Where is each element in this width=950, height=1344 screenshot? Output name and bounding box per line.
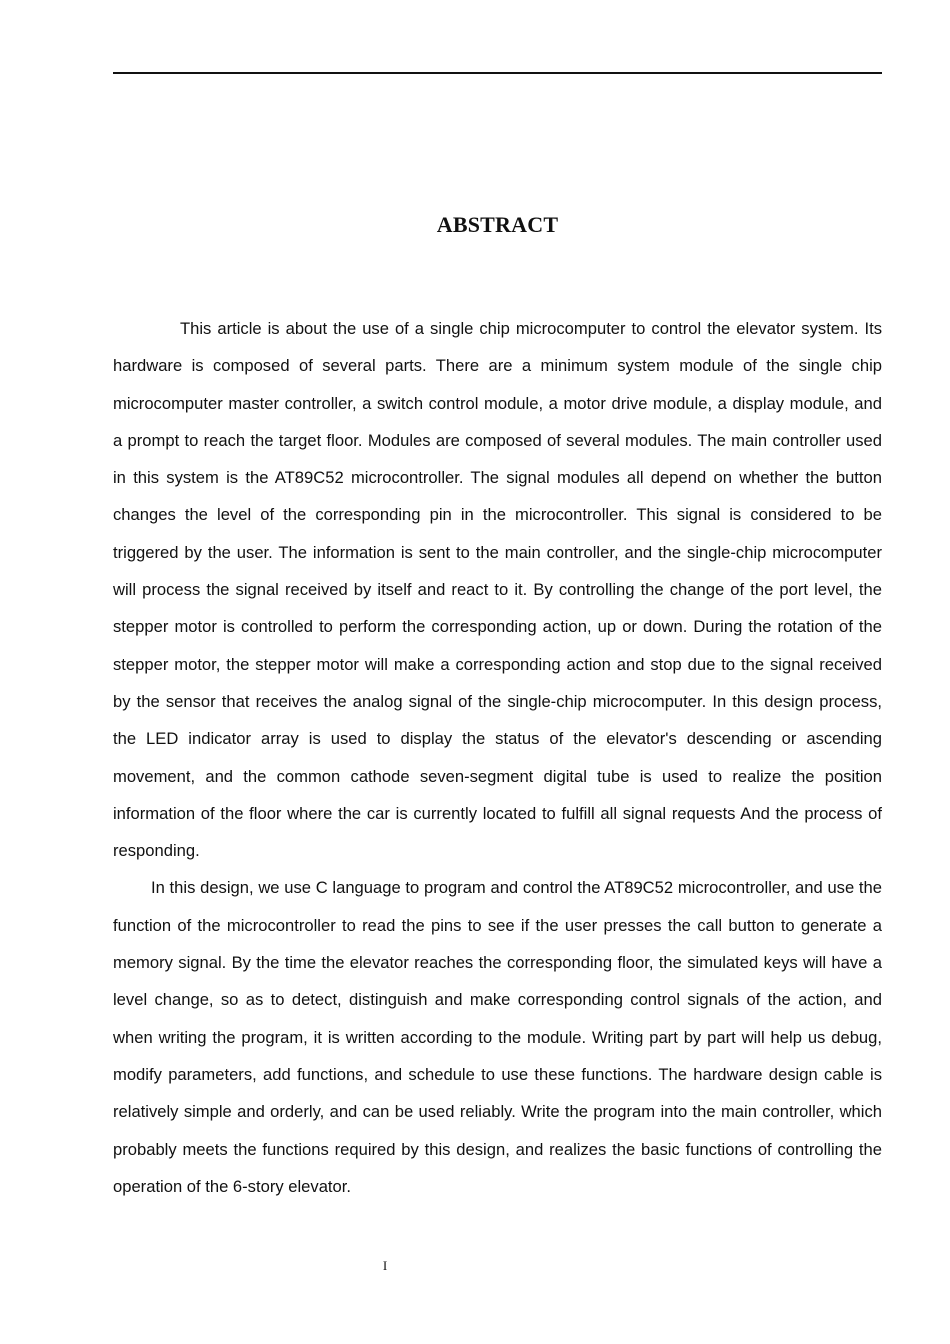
abstract-paragraph-2: In this design, we use C language to program and control the AT89C52 microcontroller, and use the function of the microcontroller to read the pins to see if the user presses the call button to generate a memory signal. By the time the elevator reaches the corresponding floor, the simulated keys will have a level change, so as to detect, distinguish and make corresponding control signals of the action, and when writing the program, it is written according to the module. Writing part by part will help us debug, modify parameters, add functions, and schedule to use these functions. The hardware design cable is relatively simple and orderly, and can be used reliably. Write the program into the main controller, which probably meets the functions required by this design, and realizes the basic functions of controlling the operation of the 6-story elevator. (113, 878, 882, 1196)
abstract-paragraph-1: This article is about the use of a single chip microcomputer to control the elevator system. Its hardware is composed of several parts. There are a minimum system module of the single chip microcomputer master controller, a switch control module, a motor drive module, a display module, and a prompt to reach the target floor. Modules are composed of several modules. The main controller used in this system is the AT89C52 microcontroller. The signal modules all depend on whether the button changes the level of the corresponding pin in the microcontroller. This signal is considered to be triggered by the user. The information is sent to the main controller, and the single-chip microcomputer will process the signal received by itself and react to it. By controlling the change of the port level, the stepper motor is controlled to perform the corresponding action, up or down. During the rotation of the stepper motor, the stepper motor will make a corresponding action and stop due to the signal received by the sensor that receives the analog signal of the single-chip microcomputer. In this design process, the LED indicator array is used to display the status of the elevator's descending or ascending movement, and the common cathode seven-segment digital tube is used to realize the position information of the floor where the car is currently located to fulfill all signal requests And the process of responding. (113, 319, 882, 861)
header-rule (113, 72, 882, 74)
page-title: ABSTRACT (436, 212, 559, 237)
page-number: I (382, 1258, 388, 1273)
abstract-body (113, 310, 882, 1205)
